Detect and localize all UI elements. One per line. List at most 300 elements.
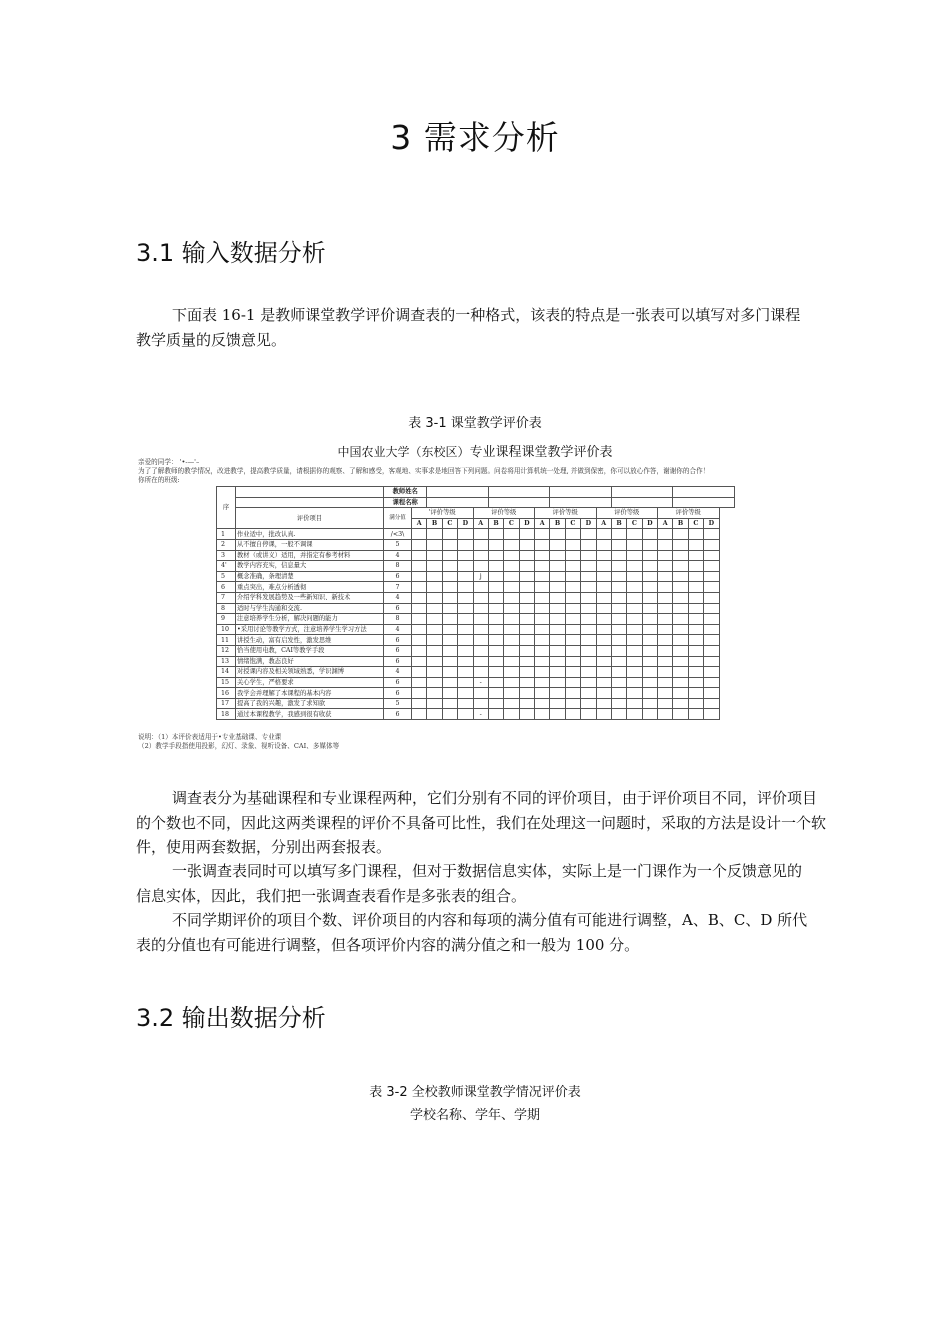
grade-cell: [596, 645, 611, 656]
grade-b: B: [488, 518, 503, 529]
grade-cell: [458, 677, 473, 688]
grade-cell: [488, 667, 503, 678]
table-row: [217, 635, 735, 646]
grade-cell: [442, 571, 457, 582]
grade-cell: [611, 592, 626, 603]
grade-cell: [673, 677, 688, 688]
grade-cell: [550, 561, 565, 572]
grade-cell: [688, 645, 703, 656]
form-title-main: 专业课程课堂教学评价表: [469, 445, 613, 460]
grade-cell: [596, 677, 611, 688]
grade-cell: [642, 529, 657, 540]
grade-cell: [442, 603, 457, 614]
grade-cell: [688, 571, 703, 582]
grade-cell: [704, 709, 719, 720]
grade-cell: [611, 688, 626, 699]
grade-cell: [642, 614, 657, 625]
table-row: [217, 561, 735, 572]
row-item: 通过本课程教学，我感到很有收获: [236, 709, 384, 720]
grade-cell: [519, 550, 534, 561]
grade-cell: [427, 698, 442, 709]
table-row: [217, 698, 735, 709]
grade-cell: [488, 645, 503, 656]
grade-cell: [596, 550, 611, 561]
row-number: 6: [217, 582, 236, 593]
grade-cell: [611, 550, 626, 561]
grade-cell: [519, 561, 534, 572]
grade-cell: [581, 614, 596, 625]
grade-cell: [442, 667, 457, 678]
grade-cell: [427, 635, 442, 646]
grade-cell: [673, 656, 688, 667]
grade-cell: [519, 539, 534, 550]
grade-cell: [658, 550, 673, 561]
table-row: [217, 603, 735, 614]
grade-cell: [581, 709, 596, 720]
grade-cell: [688, 698, 703, 709]
grade-cell: [581, 645, 596, 656]
grade-cell: [412, 698, 427, 709]
grade-cell: [504, 667, 519, 678]
grade-cell: [673, 698, 688, 709]
row-number: 11: [217, 635, 236, 646]
grade-cell: [565, 688, 580, 699]
grade-cell: [673, 667, 688, 678]
grade-c: C: [565, 518, 580, 529]
grade-cell: [504, 529, 519, 540]
row-item: 注意培养学生分析，解决问题的能力: [236, 614, 384, 625]
row-score: 8: [384, 561, 412, 572]
grade-cell: [412, 561, 427, 572]
grade-cell: [581, 635, 596, 646]
row-item: 概念准确，条理清楚: [236, 571, 384, 582]
grade-cell: [627, 656, 642, 667]
grade-cell: [473, 550, 488, 561]
grade-cell: [442, 529, 457, 540]
grade-cell: [627, 677, 642, 688]
grade-cell: [519, 677, 534, 688]
grade-cell: [627, 624, 642, 635]
grade-cell: [688, 688, 703, 699]
table-row: [217, 614, 735, 625]
row-item: 对授课内容及相关领域熟悉，学识渊博: [236, 667, 384, 678]
grade-cell: [704, 571, 719, 582]
grade-cell: [642, 709, 657, 720]
row-number: 3: [217, 550, 236, 561]
grade-cell: [673, 624, 688, 635]
grade-cell: [611, 571, 626, 582]
row-item: 重点突出，难点分析透彻: [236, 582, 384, 593]
grade-cell: [442, 645, 457, 656]
grade-cell: [535, 614, 550, 625]
grade-cell: [488, 677, 503, 688]
grade-cell: [488, 624, 503, 635]
header-row-grade-labels: [217, 508, 735, 519]
row-score: 6: [384, 603, 412, 614]
grade-a: A: [596, 518, 611, 529]
section-1-title: 3.1 输入数据分析: [136, 239, 326, 267]
grade-cell: [442, 582, 457, 593]
grade-cell: [704, 529, 719, 540]
grade-cell: [688, 603, 703, 614]
grade-cell: [704, 614, 719, 625]
row-score: 4: [384, 592, 412, 603]
grade-cell: [611, 529, 626, 540]
grade-cell: [504, 635, 519, 646]
grade-cell: [627, 635, 642, 646]
grade-cell: [565, 571, 580, 582]
grade-cell: [658, 667, 673, 678]
grade-cell: [458, 571, 473, 582]
grade-cell: [458, 645, 473, 656]
row-number: 1: [217, 529, 236, 540]
form-title-prefix: 中国农业大学（东校区）: [337, 445, 470, 459]
grade-cell: [596, 592, 611, 603]
grade-cell: [535, 709, 550, 720]
grade-cell: [673, 539, 688, 550]
header-teacher-name: 教师姓名: [384, 487, 427, 498]
grade-cell: [704, 561, 719, 572]
grade-cell: [565, 677, 580, 688]
grade-cell: [596, 614, 611, 625]
paragraph-multi-course: 一张调查表同时可以填写多门课程，但对于数据信息实体，实际上是一门课作为一个反馈意见的信息实体，因此，我们把一张调查表看作是多张表的组合。: [136, 862, 803, 905]
grade-cell: [427, 709, 442, 720]
header-course-name: 课程名称: [384, 497, 427, 508]
grade-cell: [412, 529, 427, 540]
grade-cell: [627, 561, 642, 572]
grade-cell: [581, 582, 596, 593]
grade-cell: [519, 688, 534, 699]
grade-cell: [596, 635, 611, 646]
grade-cell: [473, 624, 488, 635]
grade-cell: [442, 677, 457, 688]
grade-cell: [535, 539, 550, 550]
grade-cell: [673, 614, 688, 625]
grade-cell: [550, 539, 565, 550]
row-number: 5: [217, 571, 236, 582]
grade-cell: [488, 698, 503, 709]
grade-cell: [427, 571, 442, 582]
grade-cell: [427, 582, 442, 593]
grade-cell: [458, 582, 473, 593]
grade-cell: [596, 529, 611, 540]
grade-a: A: [412, 518, 427, 529]
grade-cell: [519, 656, 534, 667]
grade-cell: [550, 656, 565, 667]
grade-cell: -: [473, 677, 488, 688]
grade-cell: [688, 624, 703, 635]
table-row: [217, 529, 735, 540]
grade-cell: [627, 550, 642, 561]
grade-cell: [565, 667, 580, 678]
grade-cell: [442, 698, 457, 709]
grade-cell: [565, 561, 580, 572]
row-score: 6: [384, 645, 412, 656]
grade-cell: [535, 603, 550, 614]
grade-cell: [412, 635, 427, 646]
grade-cell: [412, 709, 427, 720]
grade-label-2: 评价等级: [473, 508, 535, 519]
grade-cell: [581, 603, 596, 614]
grade-cell: [442, 656, 457, 667]
grade-cell: [688, 709, 703, 720]
grade-cell: [673, 561, 688, 572]
grade-cell: [658, 582, 673, 593]
table-3-2-subtitle: 学校名称、学年、学期: [409, 1108, 540, 1123]
teacher-name-cell: [550, 487, 612, 498]
grade-cell: [704, 698, 719, 709]
grade-cell: [581, 698, 596, 709]
grade-cell: [581, 550, 596, 561]
grade-cell: [458, 539, 473, 550]
grade-cell: [488, 539, 503, 550]
grade-cell: [704, 667, 719, 678]
grade-cell: [550, 667, 565, 678]
evaluation-form-table: [216, 486, 735, 720]
table-row: [217, 645, 735, 656]
grade-cell: [427, 592, 442, 603]
grade-cell: [427, 539, 442, 550]
grade-cell: [473, 582, 488, 593]
grade-cell: [611, 635, 626, 646]
grade-cell: [565, 656, 580, 667]
grade-cell: [611, 614, 626, 625]
grade-label-5: 评价等级: [658, 508, 720, 519]
grade-cell: [596, 561, 611, 572]
table-row: [217, 571, 735, 582]
grade-cell: [535, 550, 550, 561]
row-score: 6: [384, 709, 412, 720]
grade-cell: [658, 709, 673, 720]
row-number: 16: [217, 688, 236, 699]
grade-cell: [688, 656, 703, 667]
grade-cell: [458, 529, 473, 540]
grade-cell: [658, 624, 673, 635]
grade-cell: [658, 645, 673, 656]
section-1-intro: 下面表 16-1 是教师课堂教学评价调查表的一种格式，该表的特点是一张表可以填写对多门课程教学质量的反馈意见。: [136, 306, 801, 349]
row-score: 6: [384, 688, 412, 699]
row-item: 提高了我的兴趣，激发了求知欲: [236, 698, 384, 709]
grade-cell: [611, 582, 626, 593]
grade-cell: [442, 688, 457, 699]
grade-cell: [627, 529, 642, 540]
grade-cell: [519, 571, 534, 582]
grade-cell: [458, 688, 473, 699]
grade-cell: [504, 698, 519, 709]
table-3-1-caption: 表 3-1 课堂教学评价表: [408, 416, 542, 431]
grade-cell: [642, 656, 657, 667]
row-number: 12: [217, 645, 236, 656]
grade-cell: [688, 614, 703, 625]
grade-label-3: 评价等级: [535, 508, 597, 519]
grade-cell: [535, 656, 550, 667]
row-score: 4: [384, 624, 412, 635]
grade-cell: [412, 688, 427, 699]
grade-cell: [519, 667, 534, 678]
grade-d: D: [519, 518, 534, 529]
grade-cell: [504, 539, 519, 550]
table-3-2-caption: 表 3-2 全校教师课堂教学情况评价表: [369, 1085, 581, 1100]
grade-cell: [458, 550, 473, 561]
grade-cell: [488, 614, 503, 625]
table-row: [217, 656, 735, 667]
grade-cell: [519, 592, 534, 603]
grade-cell: [658, 614, 673, 625]
grade-cell: [565, 539, 580, 550]
row-item: 恰当使用电教，CAI等教学手段: [236, 645, 384, 656]
grade-cell: [688, 592, 703, 603]
grade-cell: [627, 688, 642, 699]
table-row: [217, 592, 735, 603]
grade-cell: [642, 624, 657, 635]
grade-cell: [704, 550, 719, 561]
grade-cell: [688, 677, 703, 688]
row-score: 6: [384, 677, 412, 688]
grade-b: B: [427, 518, 442, 529]
grade-d: D: [458, 518, 473, 529]
form-class-line: 你所在的班级:: [138, 476, 180, 484]
grade-cell: [427, 645, 442, 656]
grade-cell: [535, 571, 550, 582]
grade-cell: [412, 677, 427, 688]
grade-cell: [473, 614, 488, 625]
grade-cell: [704, 677, 719, 688]
grade-cell: [535, 561, 550, 572]
course-name-cell: [427, 497, 489, 508]
grade-cell: [458, 698, 473, 709]
grade-cell: [673, 571, 688, 582]
grade-cell: [412, 624, 427, 635]
grade-cell: [458, 667, 473, 678]
grade-cell: [427, 603, 442, 614]
grade-cell: [704, 656, 719, 667]
grade-cell: [550, 550, 565, 561]
grade-cell: [658, 603, 673, 614]
grade-cell: [504, 656, 519, 667]
grade-cell: [581, 592, 596, 603]
row-score: 8: [384, 614, 412, 625]
grade-cell: [673, 550, 688, 561]
grade-cell: [442, 550, 457, 561]
grade-cell: [627, 539, 642, 550]
grade-cell: [704, 635, 719, 646]
grade-cell: [535, 677, 550, 688]
grade-b: B: [611, 518, 626, 529]
grade-cell: [704, 539, 719, 550]
grade-cell: [581, 667, 596, 678]
grade-cell: [642, 561, 657, 572]
row-item: 教材（或讲义）适用，并指定有参考材料: [236, 550, 384, 561]
grade-cell: [658, 656, 673, 667]
grade-cell: [488, 582, 503, 593]
grade-cell: [627, 582, 642, 593]
grade-cell: [412, 645, 427, 656]
grade-cell: [412, 603, 427, 614]
row-score: 4: [384, 550, 412, 561]
grade-cell: [519, 709, 534, 720]
grade-cell: [519, 698, 534, 709]
teacher-name-cell: [673, 487, 735, 498]
grade-cell: [673, 709, 688, 720]
grade-cell: [581, 677, 596, 688]
grade-cell: [565, 550, 580, 561]
grade-cell: [658, 561, 673, 572]
grade-cell: [535, 645, 550, 656]
grade-cell: [473, 698, 488, 709]
grade-cell: j: [473, 571, 488, 582]
grade-cell: [519, 614, 534, 625]
grade-cell: [442, 539, 457, 550]
grade-cell: [504, 614, 519, 625]
grade-cell: [627, 698, 642, 709]
grade-c: C: [442, 518, 457, 529]
grade-cell: [488, 603, 503, 614]
header-row-teacher: [217, 487, 735, 498]
table-row: [217, 582, 735, 593]
grade-cell: [658, 635, 673, 646]
grade-cell: [611, 624, 626, 635]
grade-cell: [458, 592, 473, 603]
row-number: 4': [217, 561, 236, 572]
grade-cell: [642, 539, 657, 550]
grade-cell: [427, 624, 442, 635]
grade-cell: [427, 614, 442, 625]
header-score: 满分值: [384, 508, 412, 529]
grade-cell: [442, 635, 457, 646]
row-score: 4: [384, 667, 412, 678]
grade-cell: [519, 603, 534, 614]
grade-cell: [627, 667, 642, 678]
grade-cell: [565, 698, 580, 709]
row-number: 14: [217, 667, 236, 678]
grade-cell: [565, 603, 580, 614]
grade-cell: [504, 688, 519, 699]
grade-cell: [427, 529, 442, 540]
grade-cell: [658, 529, 673, 540]
row-score: 6: [384, 635, 412, 646]
grade-cell: [704, 688, 719, 699]
grade-label-1: '评价等级: [412, 508, 474, 519]
grade-b: B: [550, 518, 565, 529]
table-row: [217, 550, 735, 561]
row-item: 介绍学科发展趋势及一些新知识、新技术: [236, 592, 384, 603]
grade-cell: [704, 645, 719, 656]
grade-cell: [550, 645, 565, 656]
grade-c: C: [688, 518, 703, 529]
chapter-title: 3 需求分析: [390, 118, 560, 157]
header-row-course: [217, 497, 735, 508]
grade-cell: [550, 709, 565, 720]
grade-cell: [473, 592, 488, 603]
grade-cell: [581, 656, 596, 667]
grade-cell: [658, 539, 673, 550]
grade-cell: [535, 529, 550, 540]
grade-cell: [535, 592, 550, 603]
grade-cell: [550, 677, 565, 688]
grade-cell: [519, 624, 534, 635]
grade-cell: [642, 603, 657, 614]
row-item: 讲授生动，富有启发性，激发思维: [236, 635, 384, 646]
row-item: 教学内容充实，信息量大: [236, 561, 384, 572]
row-score: 6: [384, 571, 412, 582]
grade-cell: [658, 677, 673, 688]
grade-cell: [611, 698, 626, 709]
row-score: 5: [384, 698, 412, 709]
header-item-blank: [236, 497, 384, 508]
grade-cell: [596, 624, 611, 635]
grade-cell: [596, 539, 611, 550]
header-item-blank: [236, 487, 384, 498]
